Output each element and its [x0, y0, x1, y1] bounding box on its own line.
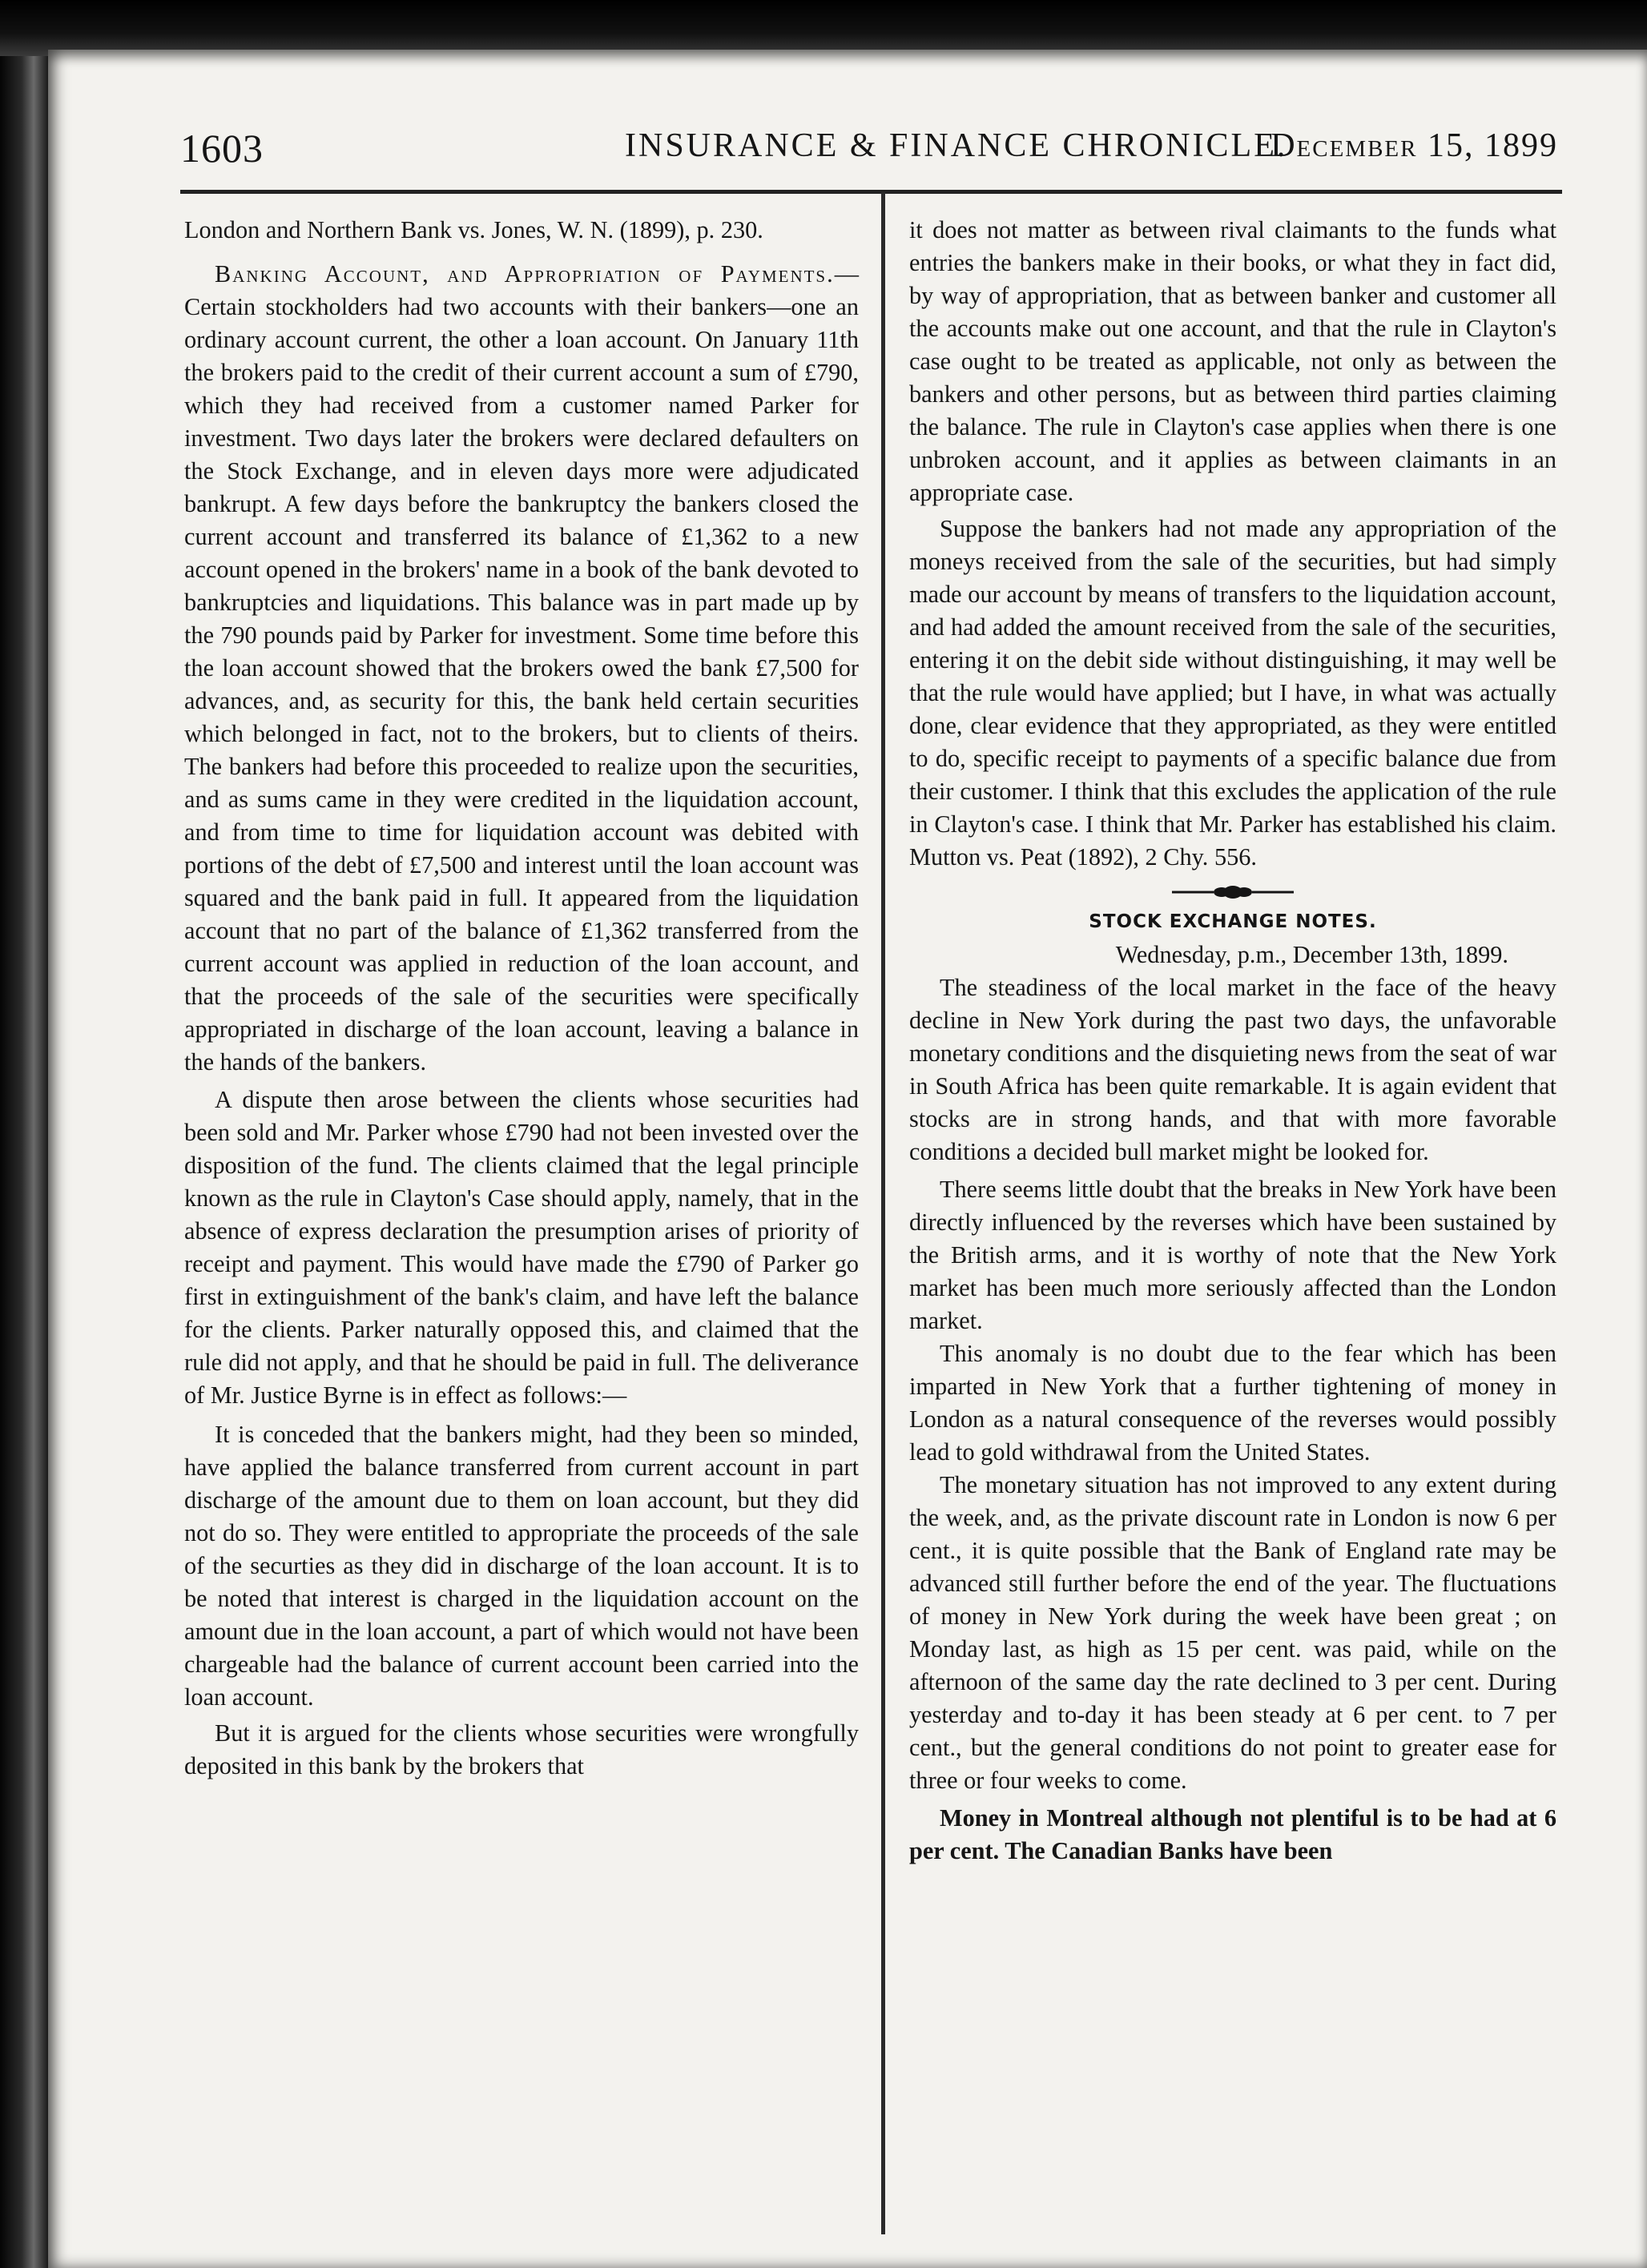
market-paragraph: The steadiness of the local market in the face of the heavy decline in New York during the past two days, the unfavorable monetary conditions and the disquieting news from the seat of war in South Africa has been quite remarkable. It is again evident that stocks are in strong hands, and that with more favorable conditions a decided bull market might be looked for.	[909, 974, 1556, 1165]
journal-title: INSURANCE & FINANCE CHRONICLE.	[625, 127, 1288, 164]
header-rule	[180, 190, 1562, 194]
section-ornament	[1169, 883, 1297, 901]
page-number: 1603	[180, 126, 264, 171]
left-column	[184, 214, 859, 1783]
market-paragraph: Money in Montreal although not plentiful is to be had at 6 per cent. The Canadian Banks have been	[909, 1804, 1556, 1864]
right-column	[909, 214, 1556, 1868]
market-paragraph: There seems little doubt that the breaks in New York have been directly influenced by the reverses which have been sustained by the British arms, and it is worthy of note that the New York market has been much more seriously affected than the London market.	[909, 1176, 1556, 1334]
column-rule	[881, 192, 885, 2234]
judgment-paragraph: It is conceded that the bankers might, had they been so minded, have applied the balance transferred from current account in part discharge of the amount due to them on loan account, but they did not do so. They were entitled to appropriate the proceeds of the sale of the securties as they did in discharge of the loan account. It is to be noted that interest is charged in the liquidation account on the amount due in the loan account, a part of which would not have been chargeable had the balance of current account been carried into the loan account.	[184, 1421, 859, 1711]
market-paragraph: This anomaly is no doubt due to the fear which has been imparted in New York that a further tightening of money in London as a natural consequence of the reverses would possibly lead to gold withdrawal from the United States.	[909, 1340, 1556, 1466]
article-heading: Banking Account, and Appropriation of Payments.	[215, 260, 835, 288]
scan-edge-left	[0, 0, 48, 2268]
banking-article-paragraph	[184, 258, 859, 1079]
judgment-paragraph: But it is argued for the clients whose securities were wrongfully deposited in this bank by the brokers that	[184, 1719, 859, 1779]
article-text: —Certain stockholders had two accounts with their bankers—one an ordinary account current, the other a loan account. On January 11th the brokers paid to the credit of their current account a sum of £790, which they had received from a customer named Parker for investment. Two days later the brokers were declared defaulters on the Stock Exchange, and in eleven days more were adjudicated bankrupt. A few days before the bankruptcy the bankers closed the current account and transferred its balance of £1,362 to a new account opened in the brokers' name in a book of the bank devoted to bankruptcies and liquidations. This balance was in part made up by the 790 pounds paid by Parker for investment. Some time before this the loan account showed that the brokers owed the bank £7,500 for advances, and, as security for this, the bank held certain securities which belonged in fact, not to the brokers, but to clients of theirs. The bankers had before this proceeded to realize upon the securities, and as sums came in they were credited in the liquidation account, and from time to time for liquidation account was debited with portions of the debt of £7,500 and interest until the loan account was squared and the bank paid in full. It appeared from the liquidation account that no part of the balance of £1,362 transferred from the current account was applied in reduction of the loan account, and that the proceeds of the sale of the securities were specifically appropriated in discharge of the loan account, leaving a balance in the hands of the bankers.	[184, 260, 859, 1076]
case-citation: London and Northern Bank vs. Jones, W. N. (1899), p. 230.	[184, 216, 763, 243]
issue-date: December 15, 1899	[1270, 127, 1558, 164]
market-paragraph: The monetary situation has not improved to any extent during the week, and, as the private discount rate in London is now 6 per cent., it is quite possible that the Bank of England rate may be advanced still further before the end of the year. The fluctuations of money in New York during the week have been great ; on Monday last, as high as 15 per cent. was paid, while on the afternoon of the same day the rate declined to 3 per cent. During yesterday and to-day it has been steady at 6 per cent. to 7 per cent., but the general conditions do not point to greater ease for three or four weeks to come.	[909, 1471, 1556, 1794]
scan-edge-top	[0, 0, 1647, 56]
article-paragraph: A dispute then arose between the clients whose securities had been sold and Mr. Parker whose £790 had not been invested over the disposition of the fund. The clients claimed that the legal principle known as the rule in Clayton's Case should apply, namely, that in the absence of express declaration the presumption arises of priority of receipt and payment. This would have made the £790 of Parker go first in extinguishment of the bank's claim, and have left the balance for the clients. Parker naturally opposed this, and claimed that the rule did not apply, and that he should be paid in full. The deliverance of Mr. Justice Byrne is in effect as follows:—	[184, 1086, 859, 1409]
judgment-paragraph: it does not matter as between rival claimants to the funds what entries the bankers make in their books, or what they in fact did, by way of appropriation, that as between banker and customer all the accounts make out one account, and that the rule in Clayton's case ought to be treated as applicable, not only as between the bankers and other persons, but as between third parties claiming the balance. The rule in Clayton's case applies when there is one unbroken account, and it applies as between claimants in an appropriate case.	[909, 216, 1556, 506]
page-header	[180, 91, 1558, 171]
judgment-paragraph: Suppose the bankers had not made any appropriation of the moneys received from the sale of the securities, but had simply made our account by means of transfers to the liquidation account, and had added the amount received from the sale of the securities, entering it on the debit side without distinguishing, it may well be that the rule would have applied; but I have, in what was actually done, clear evidence that they appropriated, as they were entitled to do, specific receipt to payments of a specific balance due from their customer. I think that this excludes the application of the rule in Clayton's case. I think that Mr. Parker has established his claim. Mutton vs. Peat (1892), 2 Chy. 556.	[909, 515, 1556, 871]
dateline: Wednesday, p.m., December 13th, 1899.	[1115, 941, 1508, 968]
section-title: STOCK EXCHANGE NOTES.	[1089, 911, 1377, 932]
newspaper-page	[48, 50, 1647, 2268]
